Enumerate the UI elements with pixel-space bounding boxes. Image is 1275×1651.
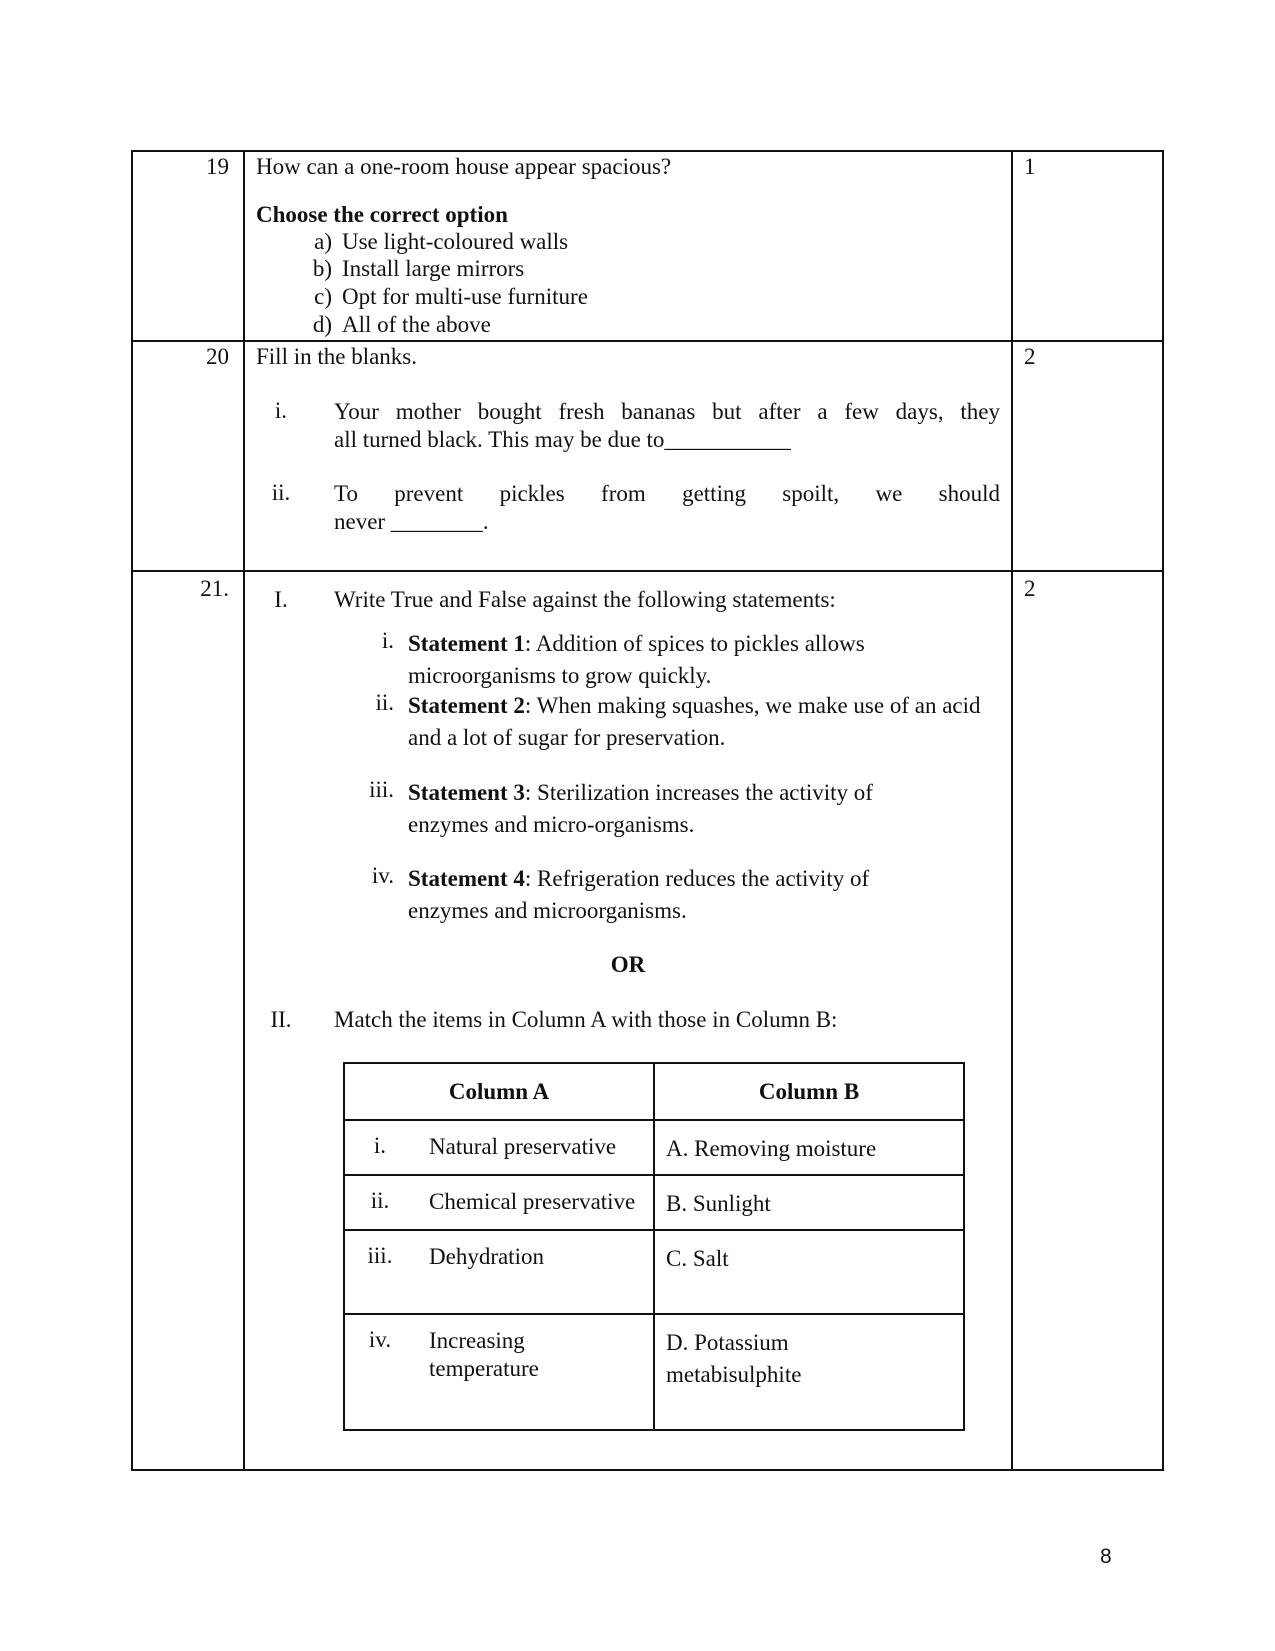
row-label: iv. xyxy=(368,1327,392,1352)
statement-text: : Sterilization increases the activity of enzymes and micro-organisms. xyxy=(408,780,873,837)
part-instruction: Write True and False against the following statements: xyxy=(334,587,836,612)
match-row xyxy=(344,1230,964,1314)
question-row-19 xyxy=(132,151,1163,341)
row-label: ii. xyxy=(370,1188,390,1213)
question-text: Fill in the blanks. xyxy=(256,344,417,369)
question-text: How can a one-room house appear spacious? xyxy=(256,154,672,179)
question-body xyxy=(256,572,1000,1469)
statement-text: : When making squashes, we make use of an acid and a lot of sugar for preservation. xyxy=(408,693,981,750)
match-row xyxy=(344,1175,964,1230)
column-b-cell: C. Salt xyxy=(654,1230,964,1314)
statement-title: Statement 1 xyxy=(408,631,525,656)
item-text-line: To prevent pickles from getting spoilt, we should xyxy=(334,481,1000,506)
statement-title: Statement 3 xyxy=(408,780,525,805)
option-label: b) xyxy=(312,256,332,281)
column-a-cell: Dehydration xyxy=(429,1244,544,1269)
blank-item xyxy=(256,398,1000,454)
question-row-20 xyxy=(132,341,1163,571)
question-number: 19 xyxy=(132,151,244,341)
statement-label: iv. xyxy=(371,863,394,888)
statement-label: ii. xyxy=(375,690,394,715)
column-a-cell: Natural preservative xyxy=(429,1134,617,1159)
question-instruction: Choose the correct option xyxy=(256,202,508,227)
option-label: d) xyxy=(312,312,332,337)
option-label: c) xyxy=(314,284,332,309)
option xyxy=(292,229,568,255)
option-label: a) xyxy=(314,229,332,254)
item-text-line: Your mother bought fresh bananas but after a few days, they xyxy=(334,399,1000,424)
row-label: i. xyxy=(373,1133,387,1158)
page-number: 8 xyxy=(1100,1545,1112,1568)
statement-title: Statement 4 xyxy=(408,866,525,891)
question-number: 20 xyxy=(132,341,244,571)
option xyxy=(292,256,524,282)
or-separator: OR xyxy=(610,952,646,977)
part-label: II. xyxy=(270,1007,292,1032)
statement-label: i. xyxy=(381,628,394,653)
match-table xyxy=(343,1062,965,1431)
statement xyxy=(334,777,1000,841)
column-b-cell: A. Removing moisture xyxy=(654,1120,964,1175)
question-marks: 1 xyxy=(1012,151,1163,341)
option xyxy=(292,284,588,310)
column-a-cell: Chemical preservative xyxy=(429,1189,636,1214)
statement-label: iii. xyxy=(369,777,394,802)
column-a-header: Column A xyxy=(344,1063,654,1120)
statement xyxy=(334,863,1000,927)
match-table-header xyxy=(344,1063,964,1120)
option-text: All of the above xyxy=(342,312,491,337)
part-label: I. xyxy=(274,587,288,612)
item-text-line: never ________. xyxy=(334,509,489,534)
column-b-cell: B. Sunlight xyxy=(654,1175,964,1230)
question-number: 21. xyxy=(132,571,244,1470)
item-label: i. xyxy=(274,398,288,423)
match-row xyxy=(344,1314,964,1430)
statement xyxy=(334,628,1000,692)
questions-table xyxy=(131,150,1164,1471)
row-label: iii. xyxy=(367,1243,393,1268)
item-label: ii. xyxy=(271,480,291,505)
option-text: Install large mirrors xyxy=(342,256,525,281)
statement xyxy=(334,690,1000,754)
part-instruction: Match the items in Column A with those in Column B: xyxy=(334,1007,838,1032)
column-a-cell: Increasing temperature xyxy=(429,1328,539,1381)
column-b-cell: D. Potassium metabisulphite xyxy=(654,1314,964,1430)
statement-title: Statement 2 xyxy=(408,693,525,718)
column-b-header: Column B xyxy=(654,1063,964,1120)
question-marks: 2 xyxy=(1012,341,1163,571)
option xyxy=(292,312,491,338)
statement-text: : Refrigeration reduces the activity of enzymes and microorganisms. xyxy=(408,866,870,923)
option-text: Use light-coloured walls xyxy=(342,229,569,254)
blank-item xyxy=(256,480,1000,536)
option-text: Opt for multi-use furniture xyxy=(342,284,588,309)
match-row xyxy=(344,1120,964,1175)
question-body xyxy=(256,152,1000,340)
question-body xyxy=(256,342,1000,570)
question-row-21 xyxy=(132,571,1163,1470)
statement-text: : Addition of spices to pickles allows microorganisms to grow quickly. xyxy=(408,631,865,688)
item-text-line: all turned black. This may be due to___________ xyxy=(334,427,791,452)
question-marks: 2 xyxy=(1012,571,1163,1470)
